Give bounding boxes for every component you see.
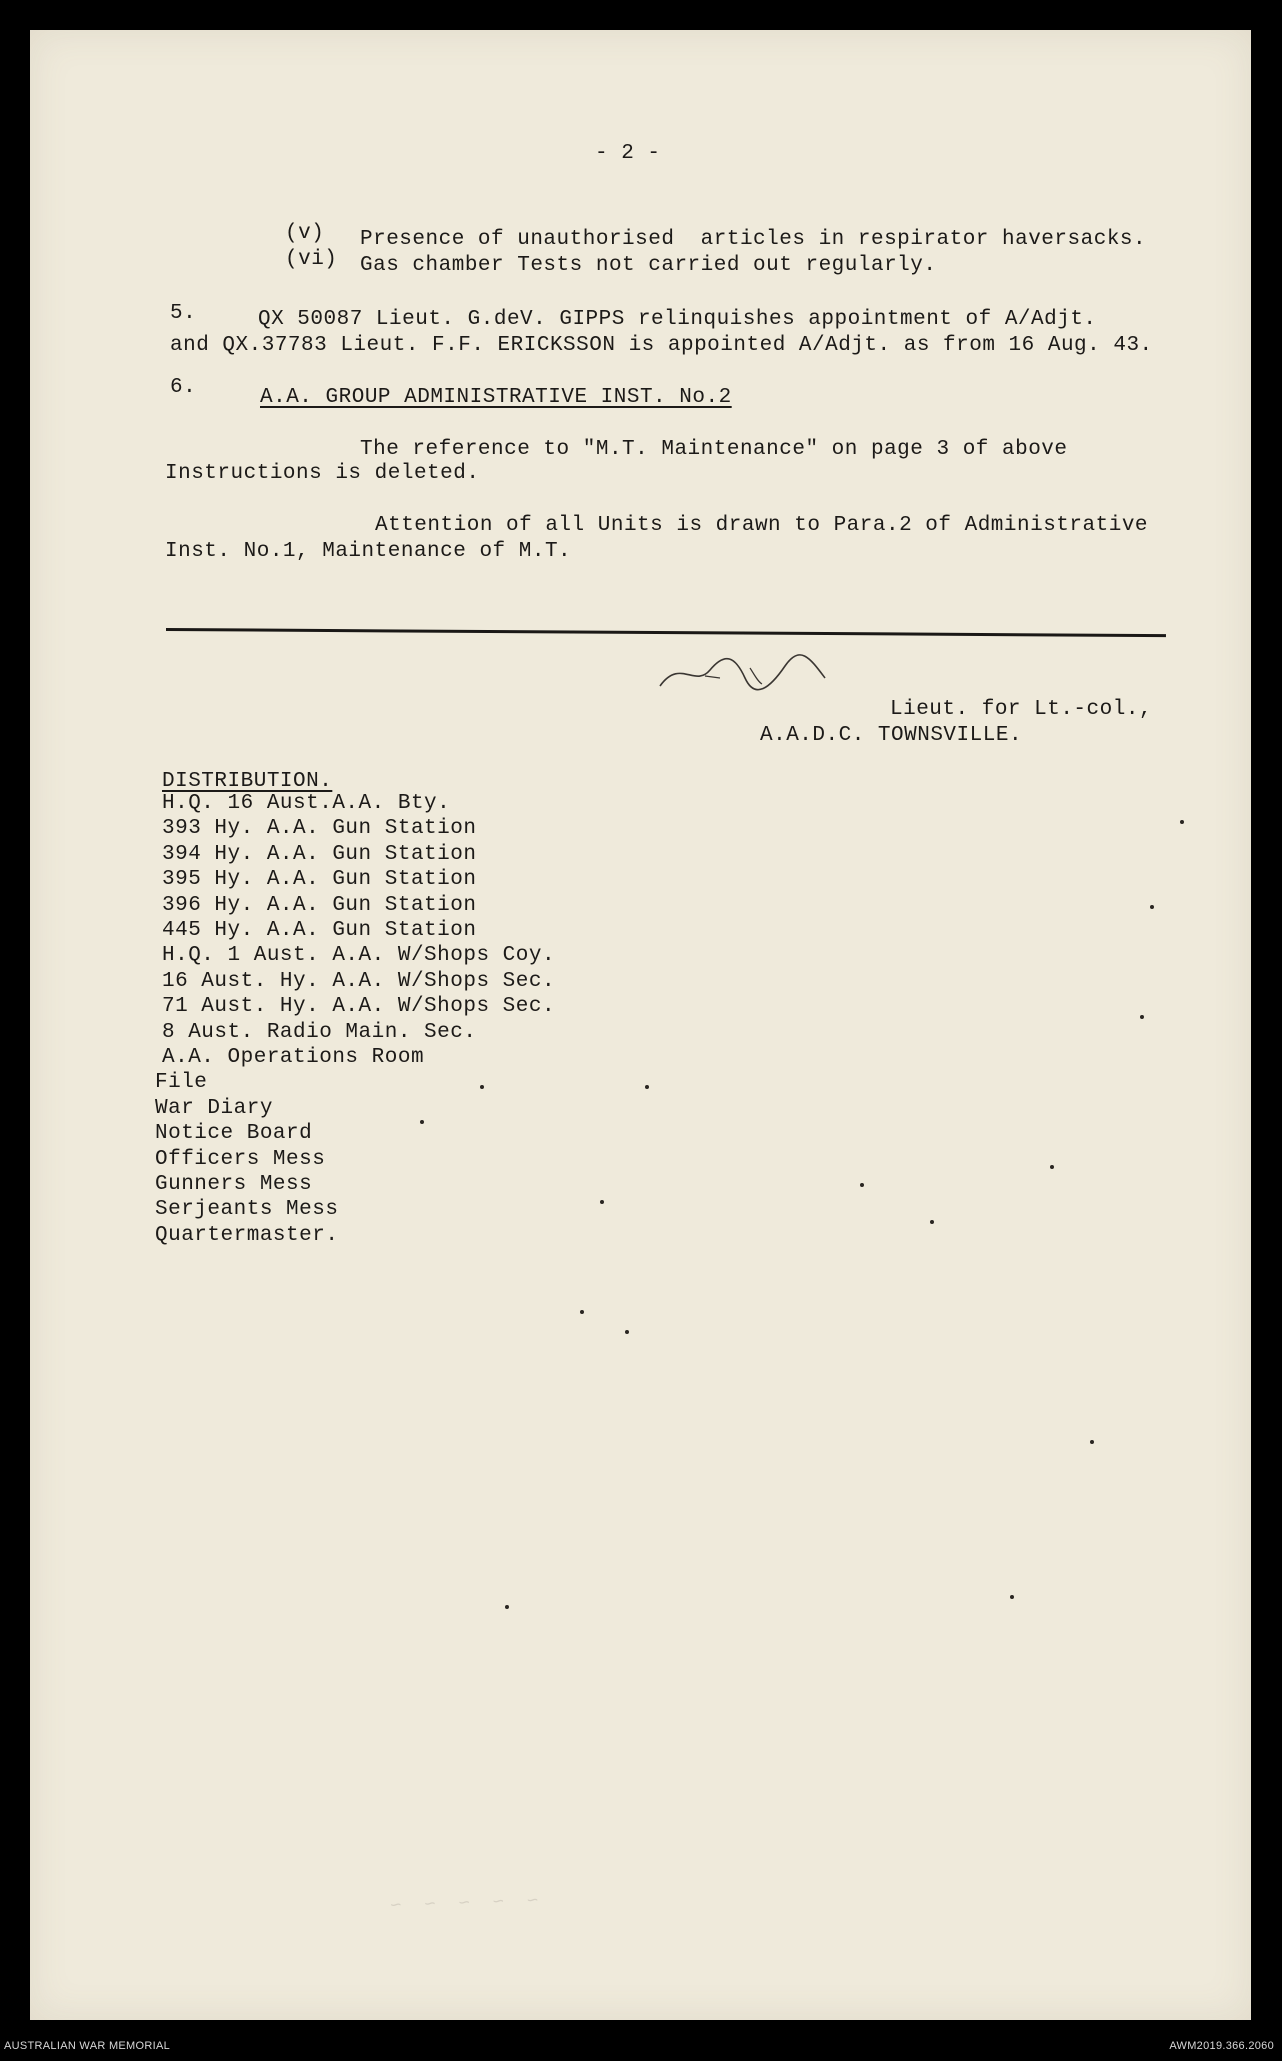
paper-speck [1140,1015,1144,1019]
distribution-item: A.A. Operations Room [162,1046,425,1069]
distribution-item: 71 Aust. Hy. A.A. W/Shops Sec. [162,995,556,1019]
distribution-item: 16 Aust. Hy. A.A. W/Shops Sec. [162,969,556,993]
paper-speck [930,1220,934,1224]
distribution-heading: DISTRIBUTION. [162,770,333,793]
item-v-text: Presence of unauthorised articles in respirator haversacks. [360,228,1147,251]
distribution-item: 395 Hy. A.A. Gun Station [162,868,477,892]
paper-speck [1180,820,1184,824]
para6-number: 6. [170,376,197,399]
distribution-item: 394 Hy. A.A. Gun Station [162,842,477,866]
distribution-item: Gunners Mess [155,1173,313,1196]
paper-speck [1090,1440,1094,1444]
distribution-item: Quartermaster. [155,1223,339,1247]
signature-line1: Lieut. for Lt.-col., [890,698,1153,721]
footer-right: AWM2019.366.2060 [1169,2040,1274,2052]
horizontal-rule [166,628,1166,637]
para5-line2: and QX.37783 Lieut. F.F. ERICKSSON is appointed A/Adjt. as from 16 Aug. 43. [170,334,1153,357]
distribution-item: 393 Hy. A.A. Gun Station [162,817,477,841]
paper-speck [600,1200,604,1204]
distribution-item: 8 Aust. Radio Main. Sec. [162,1020,477,1044]
paper-speck [580,1310,584,1314]
paper-speck [1150,905,1154,909]
item-vi-text: Gas chamber Tests not carried out regularly. [360,254,937,277]
distribution-item: H.Q. 16 Aust.A.A. Bty. [162,792,451,815]
page-number: - 2 - [595,142,661,165]
para5-line1: QX 50087 Lieut. G.deV. GIPPS relinquishes appointment of A/Adjt. [258,308,1097,331]
distribution-item: Officers Mess [155,1147,326,1171]
distribution-item: File [155,1071,208,1095]
paper-speck [860,1183,864,1187]
para6-p1-line2: Instructions is deleted. [165,462,480,485]
paper-speck [625,1330,629,1334]
distribution-item: Notice Board [155,1122,313,1146]
para6-p2-line2: Inst. No.1, Maintenance of M.T. [165,540,572,563]
paper-speck [505,1605,509,1609]
para6-p2-line1: Attention of all Units is drawn to Para.2 of Administrative [375,514,1149,537]
footer-left: AUSTRALIAN WAR MEMORIAL [4,2040,171,2052]
para6-heading: A.A. GROUP ADMINISTRATIVE INST. No.2 [260,386,732,409]
distribution-item: 396 Hy. A.A. Gun Station [162,893,477,917]
distribution-item: War Diary [155,1096,273,1120]
item-vi-number: (vi) [285,248,338,271]
para5-number: 5. [170,302,197,325]
offset-ghost-marks: ~ ~ ~ ~ ~ [389,1887,539,1915]
document-page [30,30,1251,2020]
distribution-item: H.Q. 1 Aust. A.A. W/Shops Coy. [162,944,556,968]
distribution-item: Serjeants Mess [155,1198,339,1222]
distribution-item: 445 Hy. A.A. Gun Station [162,919,477,942]
paper-speck [480,1085,484,1089]
paper-speck [1010,1595,1014,1599]
paper-speck [420,1120,424,1124]
handwritten-signature [650,648,850,698]
item-v-number: (v) [285,222,325,245]
para6-p1-line1: The reference to "M.T. Maintenance" on page 3 of above [360,438,1068,461]
signature-line2: A.A.D.C. TOWNSVILLE. [760,724,1023,747]
paper-speck [645,1085,649,1089]
paper-speck [1050,1165,1054,1169]
